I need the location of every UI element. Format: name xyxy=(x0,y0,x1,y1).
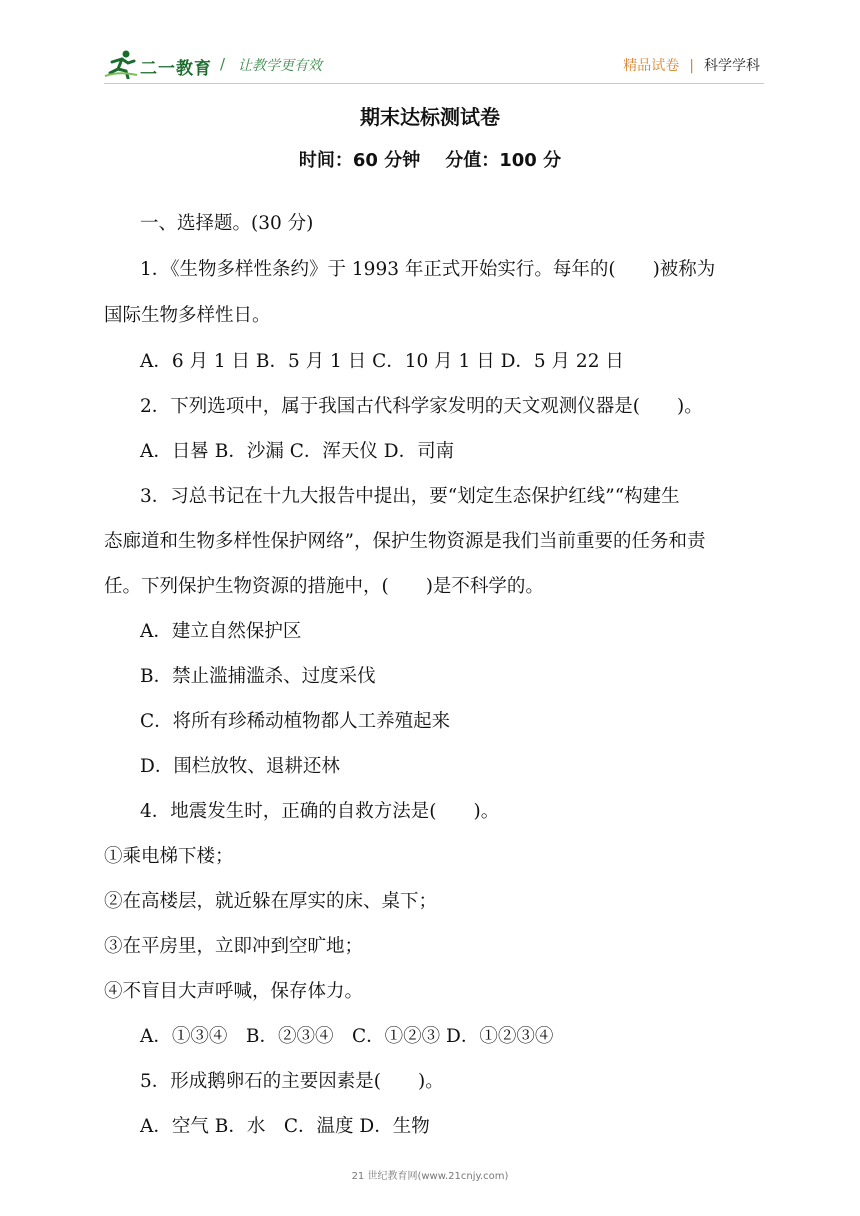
question-line: 4．地震发生时，正确的自救方法是( )。 xyxy=(140,801,500,822)
runner-logo-icon xyxy=(104,49,138,79)
question-line: 态廊道和生物多样性保护网络”，保护生物资源是我们当前重要的任务和责 xyxy=(104,531,706,552)
question-line: 国际生物多样性日。 xyxy=(104,305,271,326)
exam-meta: 时间：60 分钟 分值：100 分 xyxy=(298,150,562,171)
header-slash: / xyxy=(220,55,226,73)
statement-line: ②在高楼层，就近躲在厚实的床、桌下； xyxy=(104,891,438,912)
question-line: 任。下列保护生物资源的措施中，( )是不科学的。 xyxy=(104,576,544,597)
option-line: C．将所有珍稀动植物都人工养殖起来 xyxy=(140,711,451,732)
page-title: 期末达标测试卷 xyxy=(360,105,500,129)
subject-label: 科学学科 xyxy=(704,58,760,74)
option-line: A．①③④ B．②③④ C．①②③ D．①②③④ xyxy=(140,1026,554,1047)
option-line: A．日晷 B．沙漏 C．浑天仪 D．司南 xyxy=(140,441,455,462)
page-footer: 21 世纪教育网(www.21cnjy.com) xyxy=(351,1171,509,1182)
statement-line: ③在平房里，立即冲到空旷地； xyxy=(104,936,364,957)
option-line: B．禁止滥捕滥杀、过度采伐 xyxy=(140,666,376,687)
badge-label: 精品试卷 xyxy=(623,58,680,74)
page-header xyxy=(0,0,860,100)
header-right xyxy=(623,55,760,75)
statement-line: ④不盲目大声呼喊，保存体力。 xyxy=(104,981,364,1002)
header-divider xyxy=(104,83,764,84)
section-heading: 一、选择题。(30 分) xyxy=(140,213,314,234)
option-line: A．6 月 1 日 B．5 月 1 日 C．10 月 1 日 D．5 月 22 日 xyxy=(140,351,624,372)
statement-line: ①乘电梯下楼； xyxy=(104,846,234,867)
option-line: D．围栏放牧、退耕还林 xyxy=(140,756,340,777)
question-line: 1．《生物多样性条约》于 1993 年正式开始实行。每年的( )被称为 xyxy=(140,259,716,280)
header-separator: | xyxy=(689,58,694,74)
question-line: 5．形成鹅卵石的主要因素是( )。 xyxy=(140,1071,444,1092)
slogan: 让教学更有效 xyxy=(238,58,322,74)
logo-text: 二一教育 xyxy=(140,59,212,79)
question-line: 2．下列选项中，属于我国古代科学家发明的天文观测仪器是( )。 xyxy=(140,396,703,417)
option-line: A．空气 B．水 C．温度 D．生物 xyxy=(140,1116,430,1137)
question-line: 3．习总书记在十九大报告中提出，要“划定生态保护红线”“构建生 xyxy=(140,486,680,507)
option-line: A．建立自然保护区 xyxy=(140,621,302,642)
